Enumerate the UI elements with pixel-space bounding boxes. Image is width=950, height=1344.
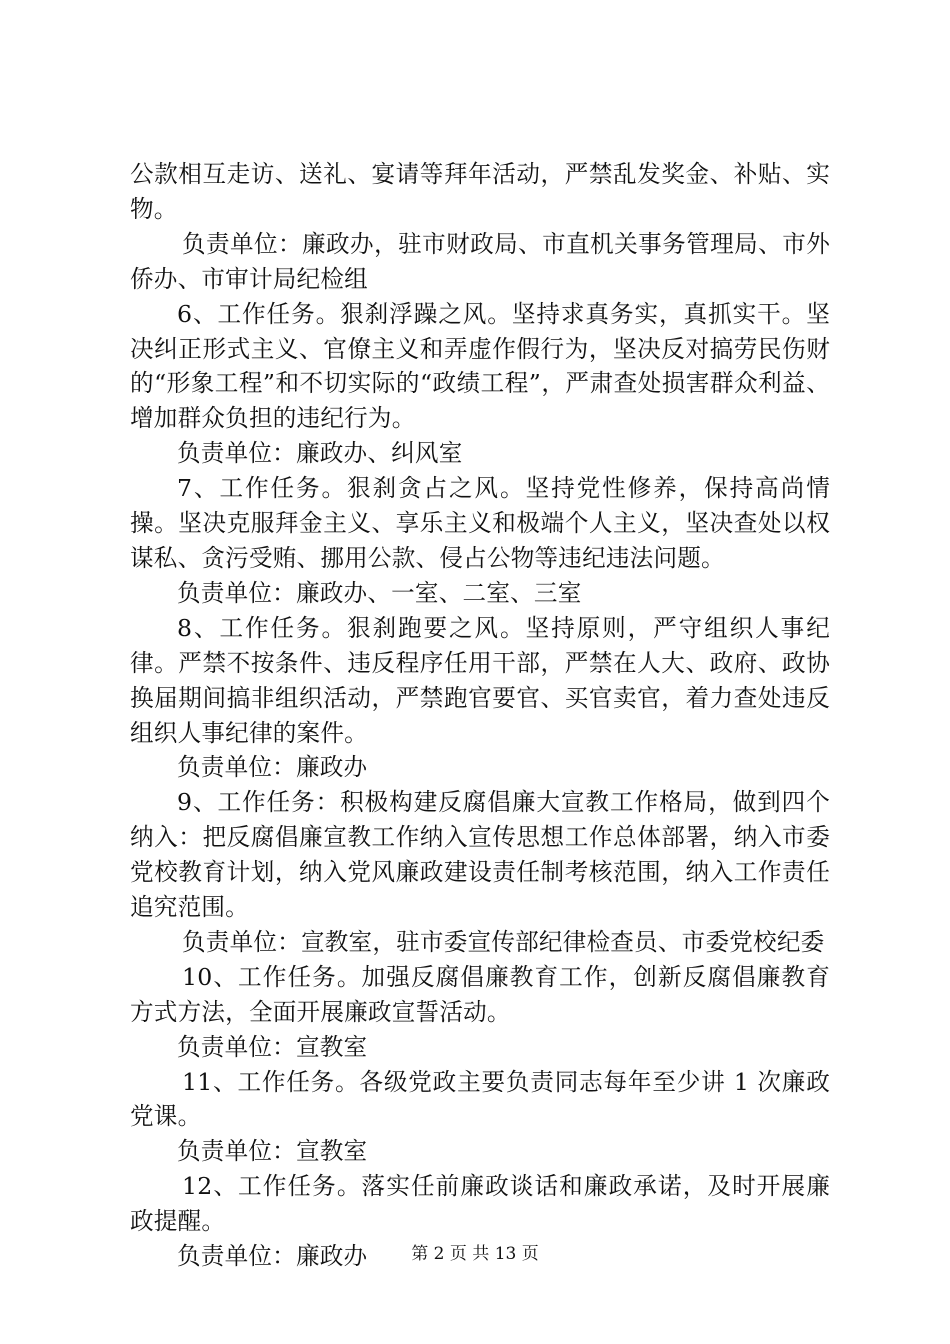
task-paragraph-9: 9、工作任务：积极构建反腐倡廉大宣教工作格局，做到四个纳入：把反腐倡廉宣教工作纳入宣传思想工作总体部署，纳入市委党校教育计划，纳入党风廉政建设责任制考核范围，纳入工作责任追究范围。 [130,788,830,922]
task-paragraph-11: 11、工作任务。各级党政主要负责同志每年至少讲 1 次廉政党课。 [130,1067,830,1131]
responsible-unit-line: 负责单位：宣教室 [177,1032,368,1061]
task-paragraph-6: 6、工作任务。狠刹浮躁之风。坚持求真务实，真抓实干。坚决纠正形式主义、官僚主义和弄虚作假行为，坚决反对搞劳民伤财的“形象工程”和不切实际的“政绩工程”，严肃查处损害群众利益、增加群众负担的违纪行为。 [130,299,830,433]
task-paragraph-7: 7、工作任务。狠刹贪占之风。坚持党性修养，保持高尚情操。坚决克服拜金主义、享乐主义和极端个人主义，坚决查处以权谋私、贪污受贿、挪用公款、侵占公物等违纪违法问题。 [130,474,830,572]
responsible-unit-line: 负责单位：廉政办 [177,1242,368,1271]
task-paragraph-10: 10、工作任务。加强反腐倡廉教育工作，创新反腐倡廉教育方式方法，全面开展廉政宣誓活动。 [130,962,830,1026]
document-body [130,157,830,1274]
page-number-footer: 第 2 页 共 13 页 [411,1244,539,1264]
responsible-unit-line: 负责单位：廉政办，驻市财政局、市直机关事务管理局、市外侨办、市审计局纪检组 [130,229,830,293]
paragraph-continuation: 公款相互走访、送礼、宴请等拜年活动，严禁乱发奖金、补贴、实物。 [130,160,830,223]
task-paragraph-8: 8、工作任务。狠刹跑要之风。坚持原则，严守组织人事纪律。严禁不按条件、违反程序任用干部，严禁在人大、政府、政协换届期间搞非组织活动，严禁跑官要官、买官卖官，着力查处违反组织人事纪律的案件。 [130,613,830,747]
responsible-unit-line: 负责单位：廉政办、纠风室 [177,439,463,468]
responsible-unit-line: 负责单位：宣教室 [177,1137,368,1166]
responsible-unit-line: 负责单位：宣教室，驻市委宣传部纪律检查员、市委党校纪委 [182,927,825,956]
task-paragraph-12: 12、工作任务。落实任前廉政谈话和廉政承诺，及时开展廉政提醒。 [130,1172,830,1236]
responsible-unit-line: 负责单位：廉政办 [177,753,368,782]
responsible-unit-line: 负责单位：廉政办、一室、二室、三室 [177,578,582,607]
